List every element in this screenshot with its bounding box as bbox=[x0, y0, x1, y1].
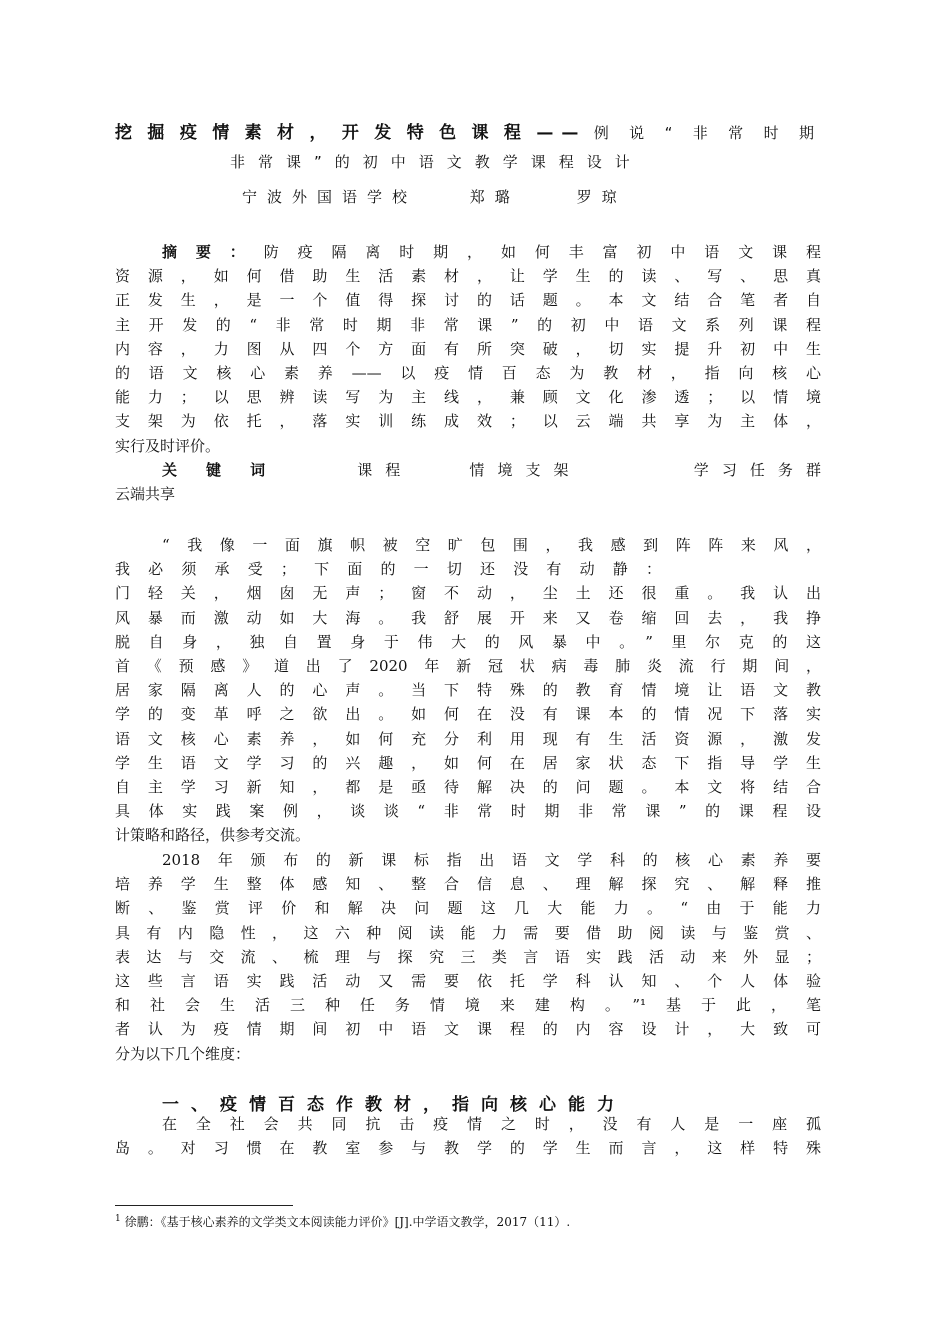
keywords-label: 关键词 bbox=[162, 460, 295, 479]
paragraph-line: 表达与交流、梳理与探究三类言语实践活动来外显； bbox=[115, 947, 821, 966]
abstract-line: 内容，力图从四个方面有所突破，切实提升初中生 bbox=[115, 339, 821, 358]
paragraph-line: 首《预感》道出了2020年新冠状病毒肺炎流行期间， bbox=[115, 656, 821, 675]
abstract-line: 的语文核心素养——以疫情百态为教材，指向核心 bbox=[115, 363, 821, 382]
paragraph-line: 语文核心素养，如何充分利用现有生活资源，激发 bbox=[115, 729, 821, 748]
title-sub-start: 例说“非常时期 bbox=[586, 124, 827, 142]
abstract-line: 实行及时评价。 bbox=[115, 436, 221, 455]
footnote-text: 徐鹏：《基于核心素养的文学类文本阅读能力评价》[J].中学语文教学，2017（11）. bbox=[124, 1215, 571, 1229]
school-name: 宁波外国语学校 bbox=[242, 188, 418, 206]
paragraph-line: 断、鉴赏评价和解决问题这几大能力。“由于能力 bbox=[115, 899, 821, 918]
author-1: 郑璐 bbox=[469, 188, 520, 206]
keywords-line-2: 云端共享 bbox=[115, 484, 176, 503]
title-line-2 bbox=[230, 151, 730, 172]
abstract-label: 摘要： bbox=[162, 243, 264, 261]
section-heading: 一、疫情百态作教材，指向核心能力 bbox=[162, 1095, 626, 1115]
paragraph-line: 我必须承受；下面的一切还没有动静： bbox=[115, 560, 661, 579]
paragraph-line: 具有内隐性，这六种阅读能力需要借助阅读与鉴赏、 bbox=[115, 923, 821, 942]
paragraph-line: 计策略和路径，供参考交流。 bbox=[115, 826, 311, 845]
title-main: 挖掘疫情素材，开发特色课程—— bbox=[115, 123, 587, 143]
paragraph-line: 这些言语实践活动又需要依托学科认知、个人体验 bbox=[115, 971, 821, 990]
keywords-line bbox=[115, 458, 821, 482]
intro-paragraph bbox=[115, 533, 821, 847]
title-line-1 bbox=[115, 118, 827, 143]
footnote bbox=[115, 1213, 570, 1230]
paragraph-line: 具体实践案例，谈谈“非常时期非常课”的课程设 bbox=[115, 802, 821, 821]
paragraph-line: 学的变革呼之欲出。如何在没有课本的情况下落实 bbox=[115, 705, 821, 724]
paragraph-line: 风暴而激动如大海。我舒展开来又卷缩回去，我挣 bbox=[115, 608, 821, 627]
author-2: 罗琼 bbox=[576, 188, 627, 206]
title-sub-end: 非常课”的初中语文教学课程设计 bbox=[230, 153, 643, 171]
abstract-line: 主开发的“非常时期非常课”的初中语文系列课程 bbox=[115, 315, 821, 334]
paragraph-line: 2018年颁布的新课标指出语文学科的核心素养要 bbox=[162, 851, 821, 869]
paragraph-line: “我像一面旗帜被空旷包围，我感到阵阵来风， bbox=[162, 536, 821, 554]
paragraph-line: 脱自身，独自置身于伟大的风暴中。”里尔克的这 bbox=[115, 632, 821, 651]
footnote-marker: 1 bbox=[115, 1214, 121, 1224]
paragraph-line: 居家隔离人的心声。当下特殊的教育情境让语文教 bbox=[115, 681, 821, 700]
abstract-line: 能力；以思辨读写为主线，兼顾文化渗透；以情境 bbox=[115, 388, 821, 407]
abstract-line: 正发生，是一个值得探讨的话题。本文结合笔者自 bbox=[115, 291, 821, 310]
paragraph-line: 岛。对习惯在教室参与教学的学生而言，这样特殊 bbox=[115, 1139, 821, 1158]
author-line bbox=[242, 186, 722, 207]
paragraph-line: 和社会生活三种任务情境来建构。”¹基于此，笔 bbox=[115, 996, 821, 1015]
paragraph-line: 在全社会共同抗击疫情之时，没有人是一座孤 bbox=[162, 1115, 821, 1133]
paragraph-line: 门轻关，烟囱无声；窗不动，尘土还很重。我认出 bbox=[115, 584, 821, 603]
footnote-divider bbox=[115, 1205, 293, 1206]
abstract-line: 资源，如何借助生活素材，让学生的读、写、思真 bbox=[115, 267, 821, 286]
abstract-line: 支架为依托，落实训练成效；以云端共享为主体， bbox=[115, 412, 821, 431]
paragraph-line: 者认为疫情期间初中语文课程的内容设计，大致可 bbox=[115, 1020, 821, 1039]
paragraph-line: 自主学习新知，都是亟待解决的问题。本文将结合 bbox=[115, 777, 821, 796]
standard-paragraph bbox=[115, 848, 821, 1066]
abstract-line: 摘要：防疫隔离时期，如何丰富初中语文课程 bbox=[162, 243, 821, 261]
keywords-values: 课程 情境支架 学习任务群 bbox=[344, 460, 821, 479]
paragraph-line: 学生语文学习的兴趣，如何在居家状态下指导学生 bbox=[115, 753, 821, 772]
section-paragraph bbox=[115, 1112, 821, 1160]
abstract-block bbox=[115, 240, 821, 506]
paragraph-line: 分为以下几个维度： bbox=[115, 1044, 251, 1063]
paragraph-line: 培养学生整体感知、整合信息、理解探究、解释推 bbox=[115, 875, 821, 894]
